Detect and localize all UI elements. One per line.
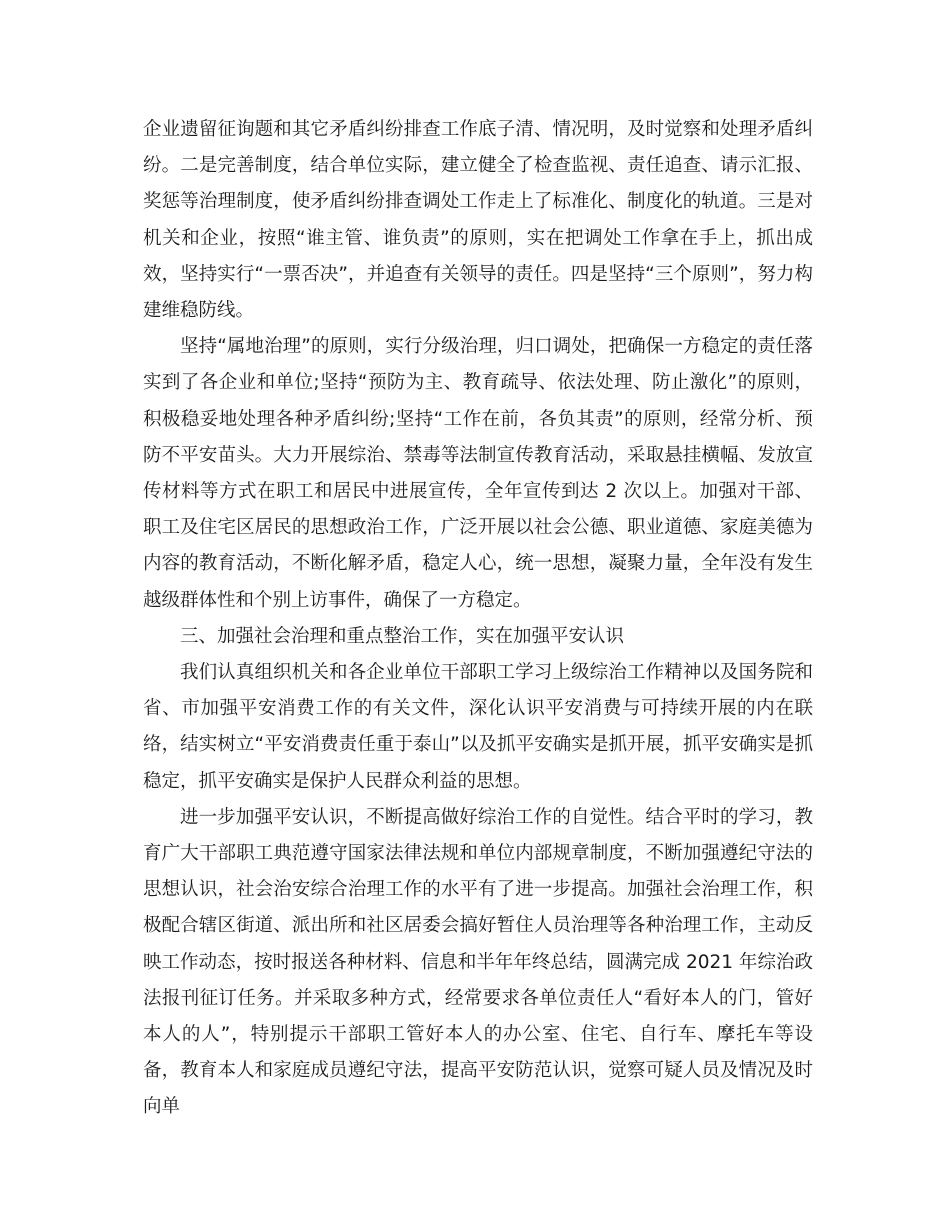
paragraph-4: 我们认真组织机关和各企业单位干部职工学习上级综治工作精神以及国务院和省、市加强平安消费工作的有关文件，深化认识平安消费与可持续开展的内在联络，结实树立“平安消费责任重于泰山”以及抓平安确实是抓开展，抓平安确实是抓稳定，抓平安确实是保护人民群众利益的思想。 [143, 662, 813, 792]
paragraph-1: 企业遗留征询题和其它矛盾纠纷排查工作底子清、情况明，及时觉察和处理矛盾纠纷。二是完善制度，结合单位实际，建立健全了检查监视、责任追查、请示汇报、奖惩等治理制度，使矛盾纠纷排查调处工作走上了标准化、制度化的轨道。三是对机关和企业，按照“谁主管、谁负责”的原则，实在把调处工作拿在手上，抓出成效，坚持实行“一票否决”，并追查有关领导的责任。四是坚持“三个原则”，努力构建维稳防线。 [143, 119, 813, 322]
section-heading-3: 三、加强社会治理和重点整治工作，实在加强平安认识 [180, 625, 625, 647]
document-body [143, 112, 813, 1126]
paragraph-5: 进一步加强平安认识，不断提高做好综治工作的自觉性。结合平时的学习，教育广大干部职工典范遵守国家法律法规和单位内部规章制度，不断加强遵纪守法的思想认识，社会治安综合治理工作的水平有了进一步提高。加强社会治理工作，积极配合辖区街道、派出所和社区居委会搞好暂住人员治理等各种治理工作，主动反映工作动态，按时报送各种材料、信息和半年年终总结，圆满完成 2021 年综治政法报刊征订任务。并采取多种方式，经常要求各单位责任人“看好本人的门，管好本人的人”，特别提示干部职工管好本人的办公室、住宅、自行车、摩托车等设备，教育本人和家庭成员遵纪守法，提高平安防范认识，觉察可疑人员及情况及时向单 [143, 806, 813, 1118]
paragraph-2: 坚持“属地治理”的原则，实行分级治理，归口调处，把确保一方稳定的责任落实到了各企业和单位;坚持“预防为主、教育疏导、依法处理、防止激化”的原则，积极稳妥地处理各种矛盾纠纷;坚持“工作在前，各负其责”的原则，经常分析、预防不平安苗头。大力开展综治、禁毒等法制宣传教育活动，采取悬挂横幅、发放宣传材料等方式在职工和居民中进展宣传，全年宣传到达 2 次以上。加强对干部、职工及住宅区居民的思想政治工作，广泛开展以社会公德、职业道德、家庭美德为内容的教育活动，不断化解矛盾，稳定人心，统一思想，凝聚力量，全年没有发生越级群体性和个别上访事件，确保了一方稳定。 [143, 336, 813, 611]
